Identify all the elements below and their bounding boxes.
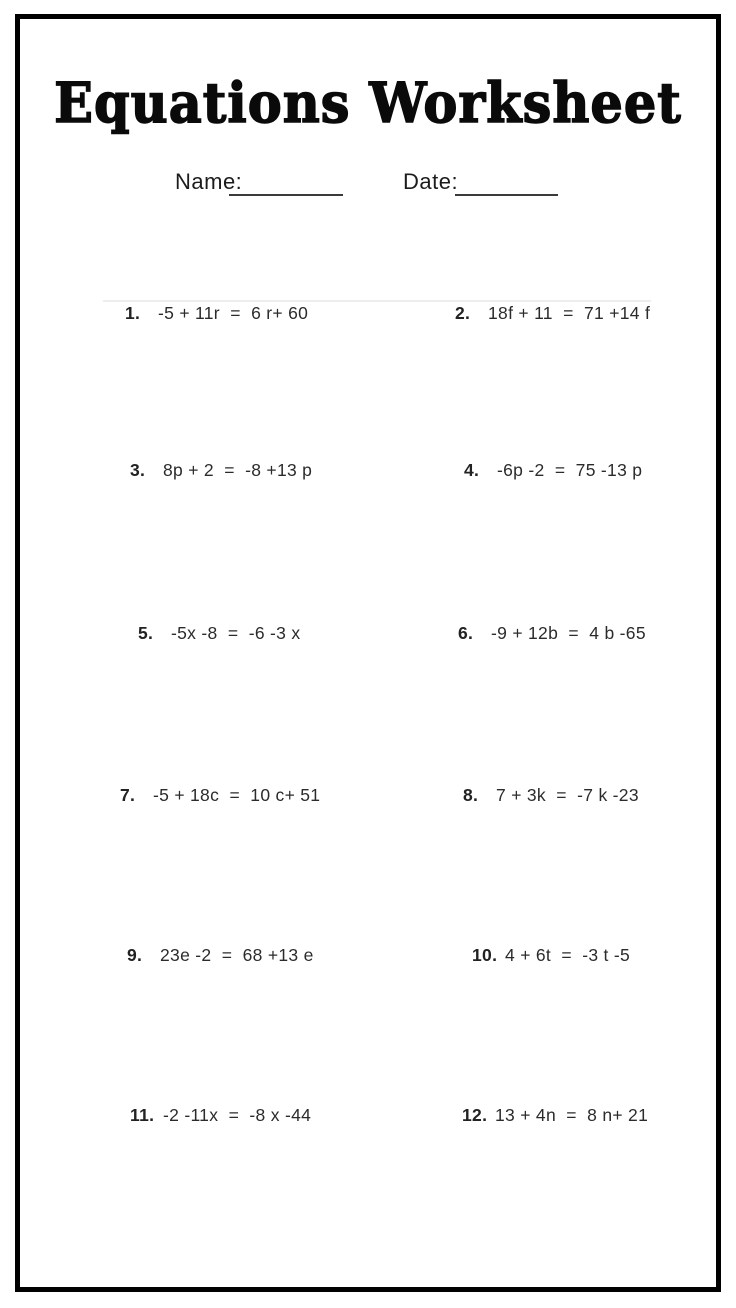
problem-number: 4.: [464, 460, 480, 480]
equation-text: -5 + 18c = 10 c+ 51: [153, 785, 321, 805]
problem-6: [458, 623, 646, 644]
problem-number: 3.: [130, 460, 146, 480]
problem-3: [130, 460, 312, 481]
problem-number: 10.: [472, 945, 498, 965]
problem-7: [120, 785, 320, 806]
name-blank-line: [229, 194, 343, 196]
equation-text: 18f + 11 = 71 +14 f: [488, 303, 651, 323]
problem-number: 1.: [125, 303, 141, 323]
problem-12: [462, 1105, 648, 1126]
equation-text: -6p -2 = 75 -13 p: [497, 460, 643, 480]
equation-text: 8p + 2 = -8 +13 p: [163, 460, 313, 480]
date-blank-line: [455, 194, 558, 196]
equation-text: 13 + 4n = 8 n+ 21: [495, 1105, 649, 1125]
problem-10: [472, 945, 630, 966]
worksheet-border-frame: [15, 14, 721, 1292]
problem-number: 12.: [462, 1105, 488, 1125]
problem-1: [125, 303, 308, 324]
problem-number: 6.: [458, 623, 474, 643]
problem-2: [455, 303, 650, 324]
problem-5: [138, 623, 300, 644]
problem-8: [463, 785, 639, 806]
problem-number: 11.: [130, 1105, 155, 1125]
problem-number: 2.: [455, 303, 471, 323]
equation-text: 7 + 3k = -7 k -23: [496, 785, 639, 805]
problem-11: [130, 1105, 311, 1126]
equation-text: 23e -2 = 68 +13 e: [160, 945, 314, 965]
problem-number: 9.: [127, 945, 143, 965]
date-label: Date:: [403, 169, 459, 194]
page-title: Equations Worksheet: [54, 71, 682, 136]
problem-4: [464, 460, 642, 481]
equation-text: -9 + 12b = 4 b -65: [491, 623, 646, 643]
header-fields-row: [20, 167, 716, 201]
equation-text: -5 + 11r = 6 r+ 60: [158, 303, 309, 323]
equation-text: 4 + 6t = -3 t -5: [505, 945, 631, 965]
row-divider-line: [103, 300, 651, 302]
equation-text: -5x -8 = -6 -3 x: [171, 623, 301, 643]
problem-number: 7.: [120, 785, 136, 805]
problem-9: [127, 945, 314, 966]
problem-number: 8.: [463, 785, 479, 805]
problem-number: 5.: [138, 623, 154, 643]
equation-text: -2 -11x = -8 x -44: [163, 1105, 312, 1125]
name-label: Name:: [175, 169, 243, 194]
